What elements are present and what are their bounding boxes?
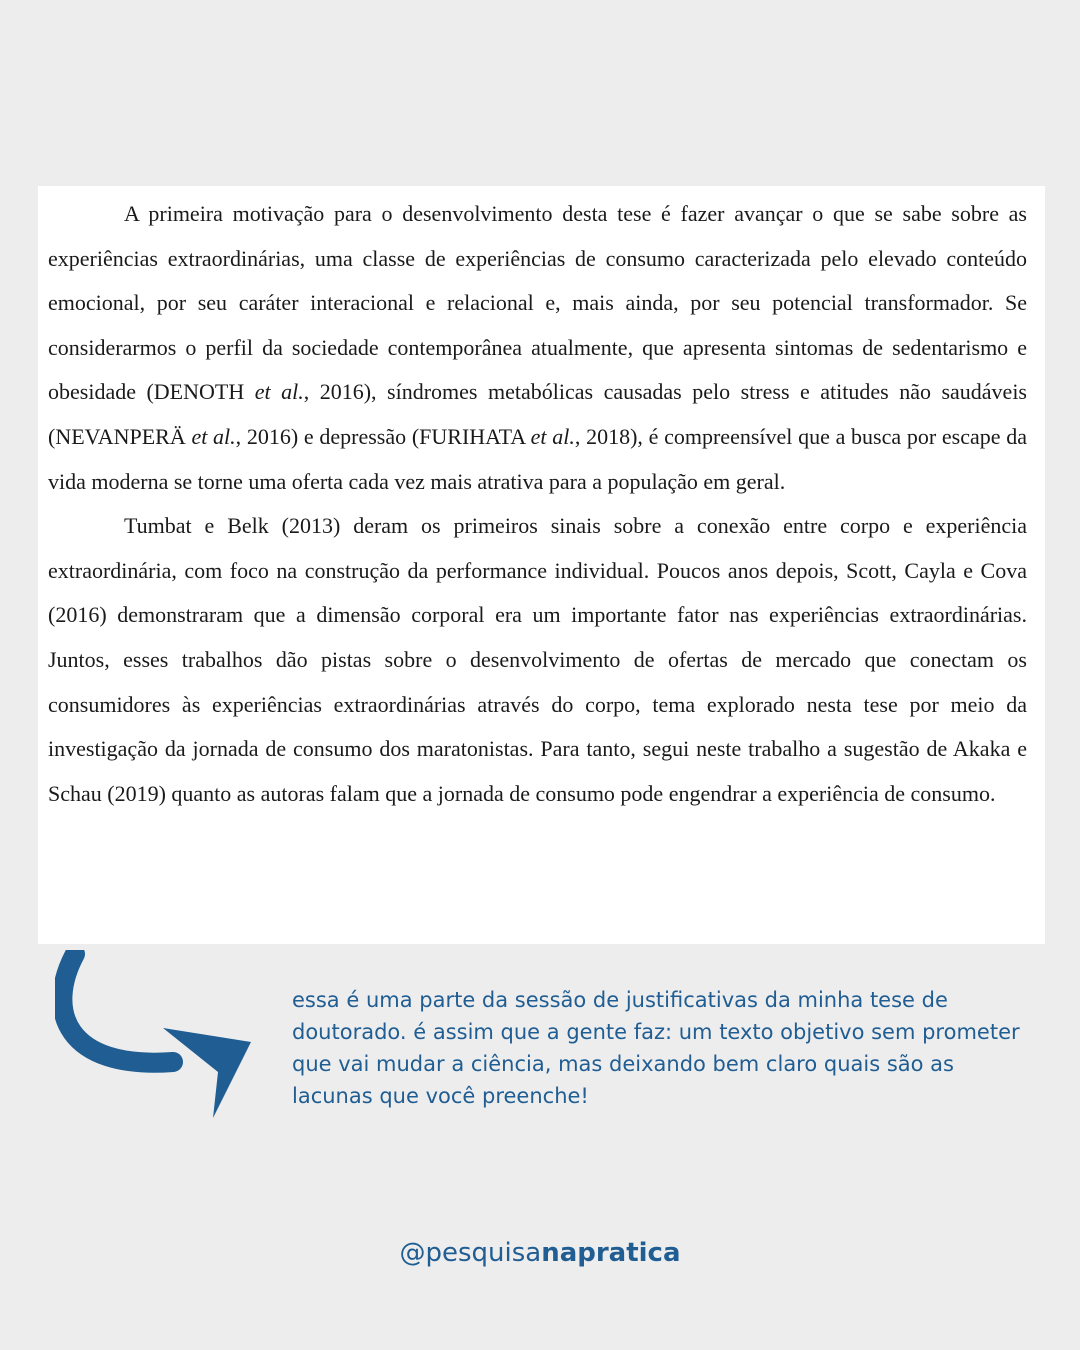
- citation-et-al: et al.: [191, 423, 236, 449]
- document-paragraph: [48, 192, 1027, 504]
- caption-text: essa é uma parte da sessão de justificativas da minha tese de doutorado. é assim que a gente faz: um texto objetivo sem prometer que vai mudar a ciência, mas deixando bem claro quais são as lacunas que você preenche!: [292, 988, 1020, 1108]
- paragraph-text: , 2018), é compreensível que a busca por escape da vida moderna se torne uma oferta cada vez mais atrativa para a população em geral.: [48, 423, 1027, 494]
- paragraph-text: , 2016), síndromes metabólicas causadas pelo stress e atitudes não saudáveis (NEVANPERÄ: [48, 379, 1027, 449]
- paragraph-text: A primeira motivação para o desenvolvimento desta tese é fazer avançar o que se sabe sobre as experiências extraordinárias, uma classe de experiências de consumo caracterizada pelo elevado conteúdo emocional, por seu caráter interacional e relacional e, mais ainda, por seu potencial transformador. Se considerarmos o perfil da sociedade contemporânea atualmente, que apresenta sintomas de sedentarismo e obesidade (DENOTH: [48, 201, 1027, 405]
- handle-prefix: @pesquisa: [399, 1238, 542, 1268]
- citation-et-al: et al.: [254, 379, 304, 405]
- curved-arrow-icon: [55, 950, 265, 1130]
- paragraph-text: Tumbat e Belk (2013) deram os primeiros sinais sobre a conexão entre corpo e experiência extraordinária, com foco na construção da performance individual. Poucos anos depois, Scott, Cayla e Cova (2016) demonstraram que a dimensão corporal era um importante fator nas experiências extraordinárias. Juntos, esses trabalhos dão pistas sobre o desenvolvimento de ofertas de mercado que conectam os consumidores às experiências extraordinárias através do corpo, tema explorado nesta tese por meio da investigação da jornada de consumo dos maratonistas. Para tanto, segui neste trabalho a sugestão de Akaka e Schau (2019) quanto as autoras falam que a jornada de consumo pode engendrar a experiência de consumo.: [48, 513, 1027, 806]
- handle-bold: napratica: [541, 1238, 681, 1268]
- document-paragraph: [48, 504, 1027, 816]
- document-excerpt: [38, 186, 1045, 944]
- citation-et-al: et al.: [530, 423, 575, 449]
- paragraph-text: , 2016) e depressão (FURIHATA: [235, 423, 531, 449]
- social-handle: [0, 1238, 1080, 1268]
